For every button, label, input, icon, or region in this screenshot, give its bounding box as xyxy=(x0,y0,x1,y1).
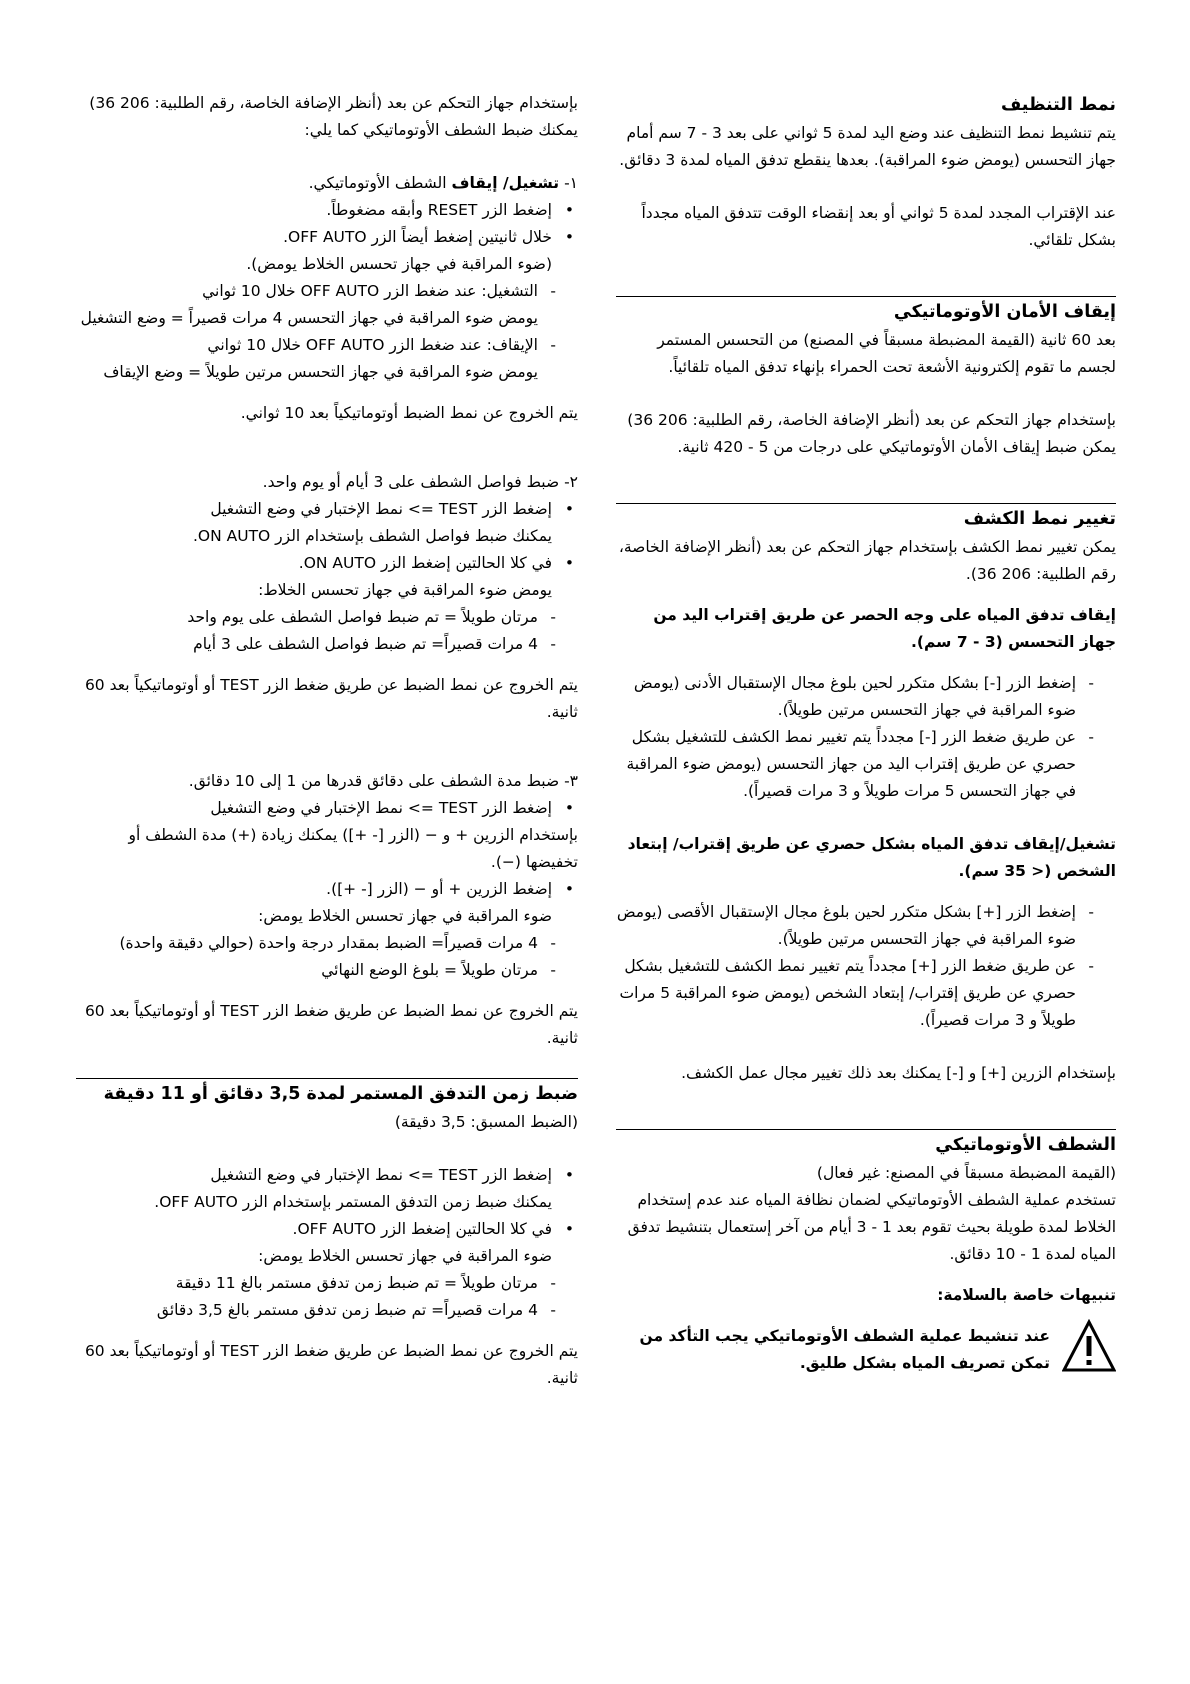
step1-title: ١- تشغيل/ إيقاف الشطف الأوتوماتيكي. xyxy=(308,174,578,192)
list-item: - 4 مرات قصيراً= تم ضبط فواصل الشطف على 3 أيام xyxy=(193,635,556,653)
auto-flush-title: الشطف الأوتوماتيكي xyxy=(935,1135,1116,1155)
safety-stop-title: إيقاف الأمان الأوتوماتيكي xyxy=(893,302,1116,322)
list-item-note: يومض ضوء المراقبة في جهاز التحسس 4 مرات قصيراً = وضع التشغيل xyxy=(80,309,538,327)
list-item-note: ضوء المراقبة في جهاز تحسس الخلاط يومض: xyxy=(258,907,552,925)
cleaning-p1: يتم تنشيط نمط التنظيف عند وضع اليد لمدة 5 ثواني على بعد 3 - 7 سم أمام جهاز التحسس (يومض ضوء المراقبة). بعدها ينقطع تدفق المياه لمدة 3 دقائق. xyxy=(619,124,1116,169)
list-item: - الإيقاف: عند ضغط الزر OFF AUTO خلال 10 ثواني xyxy=(207,336,556,354)
warning-block xyxy=(616,1323,1116,1377)
step2-section xyxy=(76,469,578,726)
safety-label: تنبيهات خاصة بالسلامة: xyxy=(937,1286,1116,1304)
list-item-note: ضوء المراقبة في جهاز تحسس الخلاط يومض: xyxy=(258,1247,552,1265)
continuous-subtitle: (الضبط المسبق: 3,5 دقيقة) xyxy=(394,1113,578,1131)
list-item: • إضغط الزرين + أو − (الزر [- +]). xyxy=(326,880,574,898)
list-item: - التشغيل: عند ضغط الزر OFF AUTO خلال 10 ثواني xyxy=(202,282,556,300)
detection-sub2-title: تشغيل/إيقاف تدفق المياه بشكل حصري عن طريق إقتراب/ إبتعاد الشخص (< 35 سم). xyxy=(627,835,1116,880)
auto-flush-subtitle: (القيمة المضبطة مسبقاً في المصنع: غير فعال) xyxy=(816,1164,1116,1182)
list-item: - عن طريق ضغط الزر [+] مجدداً يتم تغيير نمط الكشف للتشغيل بشكل حصري عن طريق إقتراب/ إبتعاد الشخص (يومض ضوء المراقبة 5 مرات طويلاً و 3 مرات قصيراً). xyxy=(619,957,1094,1029)
cleaning-p2: عند الإقتراب المجدد لمدة 5 ثواني أو بعد إنقضاء الوقت تتدفق المياه مجدداً بشكل تلقائي. xyxy=(641,204,1116,249)
continuous-title: ضبط زمن التدفق المستمر لمدة 3,5 دقائق أو 11 دقيقة xyxy=(103,1084,578,1104)
safety-stop-section xyxy=(616,297,1116,461)
list-item: - إضغط الزر [+] بشكل متكرر لحين بلوغ مجال الإستقبال الأقصى (يومض ضوء المراقبة في جهاز التحسس مرتين طويلاً). xyxy=(616,903,1094,948)
detection-sub1-title: إيقاف تدفق المياه على وجه الحصر عن طريق إقتراب اليد من جهاز التحسس (3 - 7 سم). xyxy=(653,606,1116,651)
step3-exit: يتم الخروج عن نمط الضبط عن طريق ضغط الزر TEST أو أوتوماتيكياً بعد 60 ثانية. xyxy=(84,1002,578,1047)
step3-title: ٣- ضبط مدة الشطف على دقائق قدرها من 1 إلى 10 دقائق. xyxy=(188,772,578,790)
list-item: • إضغط الزر TEST => نمط الإختبار في وضع التشغيل xyxy=(210,500,574,518)
step2-exit: يتم الخروج عن نمط الضبط عن طريق ضغط الزر TEST أو أوتوماتيكياً بعد 60 ثانية. xyxy=(84,676,578,721)
list-item: - 4 مرات قصيراً= الضبط بمقدار درجة واحدة (حوالي دقيقة واحدة) xyxy=(119,934,556,952)
list-item: • في كلا الحالتين إضغط الزر OFF AUTO. xyxy=(292,1220,574,1238)
list-item: - إضغط الزر [-] بشكل متكرر لحين بلوغ مجال الإستقبال الأدنى (يومض ضوء المراقبة في جهاز التحسس مرتين طويلاً). xyxy=(633,674,1094,719)
list-item-note: يومض ضوء المراقبة في جهاز تحسس الخلاط: xyxy=(258,581,552,599)
list-item: - 4 مرات قصيراً= تم ضبط زمن تدفق مستمر بالغ 3,5 دقائق xyxy=(156,1301,556,1319)
list-item: • خلال ثانيتين إضغط أيضاً الزر OFF AUTO. xyxy=(283,228,574,246)
auto-flush-section xyxy=(616,1130,1116,1377)
list-item: • في كلا الحالتين إضغط الزر ON AUTO. xyxy=(298,554,574,572)
left-column xyxy=(76,90,578,1392)
list-item: - عن طريق ضغط الزر [-] مجدداً يتم تغيير نمط الكشف للتشغيل بشكل حصري عن طريق إقتراب اليد من جهاز التحسس (يومض ضوء المراقبة في جهاز التحسس 5 مرات طويلاً و 3 مرات قصيراً). xyxy=(626,728,1094,800)
list-item: - مرتان طويلاً = تم ضبط زمن تدفق مستمر بالغ 11 دقيقة xyxy=(175,1274,556,1292)
warning-triangle-icon xyxy=(1062,1319,1116,1373)
safety-stop-p2: بإستخدام جهاز التحكم عن بعد (أنظر الإضافة الخاصة، رقم الطلبية: 206 36) يمكن ضبط إيقاف الأمان الأوتوماتيكي على درجات من 5 - 420 ثانية. xyxy=(627,411,1116,456)
step1-section xyxy=(76,170,578,427)
list-item: • إضغط الزر TEST => نمط الإختبار في وضع التشغيل xyxy=(210,1166,574,1184)
safety-stop-p1: بعد 60 ثانية (القيمة المضبطة مسبقاً في المصنع) من التحسس المستمر لجسم ما تقوم إلكترونية الأشعة تحت الحمراء بإنهاء تدفق المياه تلقائياً. xyxy=(657,331,1116,376)
list-item-note: يمكنك ضبط زمن التدفق المستمر بإستخدام الزر OFF AUTO. xyxy=(154,1193,552,1211)
warning-text: عند تنشيط عملية الشطف الأوتوماتيكي يجب التأكد من تمكن تصريف المياه بشكل طليق. xyxy=(639,1327,1050,1372)
step2-title: ٢- ضبط فواصل الشطف على 3 أيام أو يوم واحد. xyxy=(262,473,578,491)
cleaning-section xyxy=(616,90,1116,254)
step1-exit: يتم الخروج عن نمط الضبط أوتوماتيكياً بعد 10 ثواني. xyxy=(240,404,578,422)
auto-flush-p1: تستخدم عملية الشطف الأوتوماتيكي لضمان نظافة المياه عند عدم إستخدام الخلاط لمدة طويلة بحيث تقوم بعد 1 - 3 أيام من آخر إستعمال بتنشيط تدفق المياه لمدة 1 - 10 دقائق. xyxy=(627,1191,1116,1263)
detection-mode-p1: يمكن تغيير نمط الكشف بإستخدام جهاز التحكم عن بعد (أنظر الإضافة الخاصة، رقم الطلبية: 206 36). xyxy=(618,538,1116,583)
list-item: - مرتان طويلاً = تم ضبط فواصل الشطف على يوم واحد xyxy=(187,608,556,626)
detection-mode-end: بإستخدام الزرين [+] و [-] يمكنك بعد ذلك تغيير مجال عمل الكشف. xyxy=(681,1064,1116,1082)
detection-mode-section xyxy=(616,504,1116,1087)
list-item-note: (ضوء المراقبة في جهاز تحسس الخلاط يومض). xyxy=(246,255,552,273)
list-item-note: يومض ضوء المراقبة في جهاز التحسس مرتين طويلاً = وضع الإيقاف xyxy=(103,363,538,381)
continuous-exit: يتم الخروج عن نمط الضبط عن طريق ضغط الزر TEST أو أوتوماتيكياً بعد 60 ثانية. xyxy=(84,1342,578,1387)
detection-mode-title: تغيير نمط الكشف xyxy=(963,509,1116,529)
right-column xyxy=(616,90,1116,1377)
list-item: • إضغط الزر RESET وأبقه مضغوطاً. xyxy=(326,201,574,219)
cleaning-title: نمط التنظيف xyxy=(1000,95,1116,115)
continuous-flow-section xyxy=(76,1079,578,1392)
step3-section xyxy=(76,768,578,1052)
auto-flush-intro: بإستخدام جهاز التحكم عن بعد (أنظر الإضافة الخاصة، رقم الطلبية: 206 36) يمكنك ضبط الشطف الأوتوماتيكي كما يلي: xyxy=(89,94,578,139)
list-item: - مرتان طويلاً = بلوغ الوضع النهائي xyxy=(321,961,556,979)
list-item-note: يمكنك ضبط فواصل الشطف بإستخدام الزر ON AUTO. xyxy=(192,527,552,545)
list-item: • إضغط الزر TEST => نمط الإختبار في وضع التشغيل xyxy=(210,799,574,817)
list-item-note: بإستخدام الزرين + و − (الزر [- +]) يمكنك زيادة (+) مدة الشطف أو تخفيضها (−). xyxy=(128,826,578,871)
